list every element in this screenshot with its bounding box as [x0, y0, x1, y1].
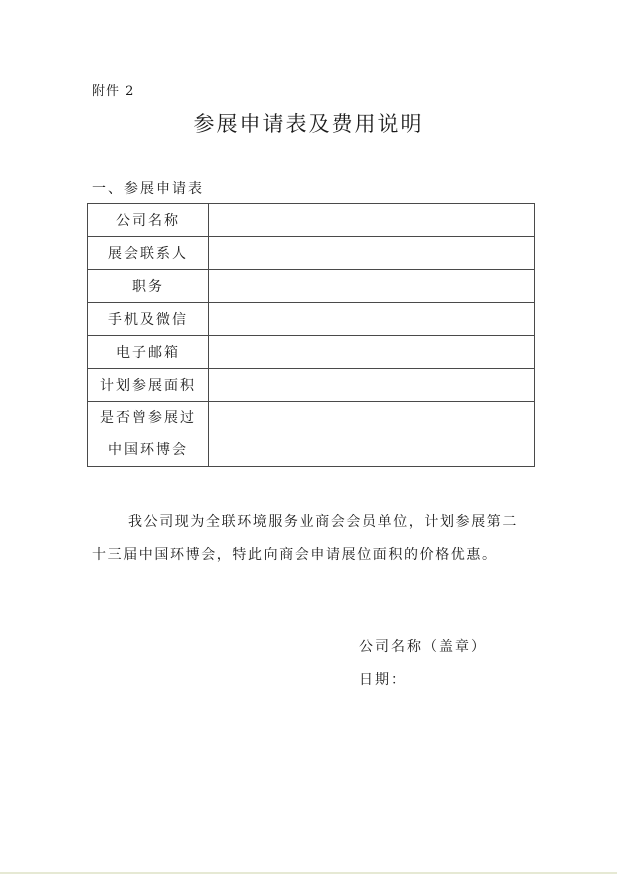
form-label-text: 中国环博会 [108, 442, 188, 458]
statement-paragraph: 我公司现为全联环境服务业商会会员单位，计划参展第二十三届中国环博会，特此向商会申请展位面积的价格优惠。 [92, 514, 518, 563]
section-heading: 一、参展申请表 [92, 181, 204, 197]
date-label: 日期： [359, 672, 407, 688]
form-label [88, 204, 209, 237]
document-title: 参展申请表及费用说明 [193, 112, 424, 136]
form-label [88, 237, 209, 270]
form-label-text: 公司名称 [116, 213, 180, 229]
form-value-position[interactable] [209, 270, 535, 303]
attachment-label: 附件 2 [92, 84, 135, 99]
form-row-previous-exhibition [88, 402, 535, 467]
form-label [88, 270, 209, 303]
form-label [88, 369, 209, 402]
form-row-email [88, 336, 535, 369]
form-row-company-name [88, 204, 535, 237]
page-bottom-rule [0, 872, 617, 874]
form-label-text: 职务 [132, 279, 164, 295]
form-label-text: 是否曾参展过 [100, 410, 196, 426]
form-value-planned-area[interactable] [209, 369, 535, 402]
form-row-planned-area [88, 369, 535, 402]
form-label [88, 402, 209, 467]
form-value-previous-exhibition[interactable] [209, 402, 535, 467]
company-signature-label: 公司名称（盖章） [359, 639, 487, 655]
form-label-text: 手机及微信 [108, 312, 188, 328]
form-label-text: 电子邮箱 [116, 345, 180, 361]
application-form-table [87, 203, 535, 467]
form-value-email[interactable] [209, 336, 535, 369]
form-row-phone-wechat [88, 303, 535, 336]
form-value-phone-wechat[interactable] [209, 303, 535, 336]
form-row-contact-person [88, 237, 535, 270]
form-label-text: 计划参展面积 [100, 378, 196, 394]
form-value-contact-person[interactable] [209, 237, 535, 270]
form-label [88, 303, 209, 336]
form-label [88, 336, 209, 369]
form-value-company-name[interactable] [209, 204, 535, 237]
form-label-text: 展会联系人 [108, 246, 188, 262]
form-row-position [88, 270, 535, 303]
